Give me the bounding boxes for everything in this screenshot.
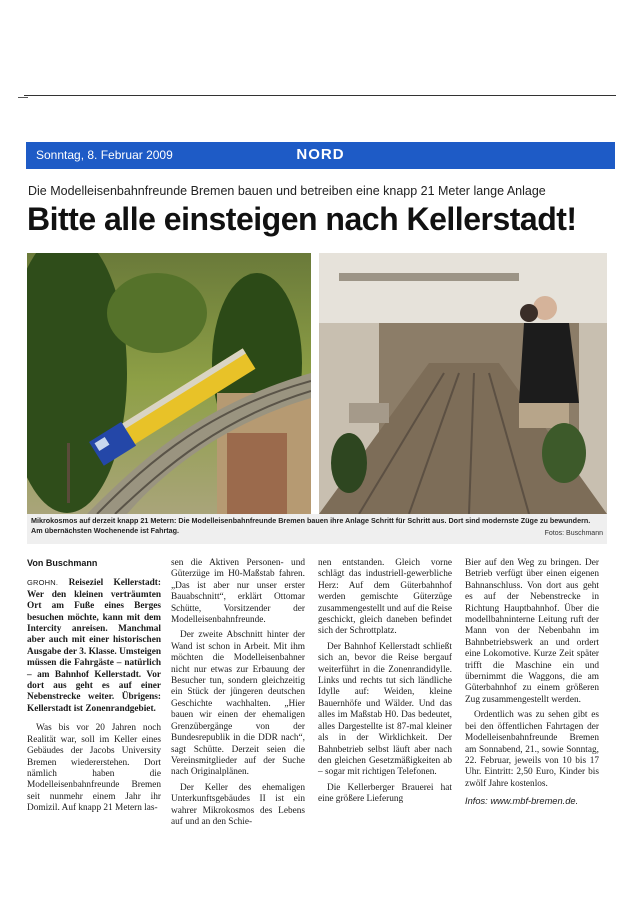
paragraph-1-text: Was bis vor 20 Jahren noch Realität war, soll im Keller eines Gebäudes der Jacobs University Bremen wiedererstehen. Dort nämlich haben die Modelleisenbahnfreunde Bremen seit nunmehr einem Jahr ihr Domizil. Auf knapp 21 Metern las- [27,723,161,814]
photo-layout-image [319,253,607,514]
paragraph-1 [27,723,161,814]
paragraph-2: Der zweite Abschnitt hinter der Wand ist schon in Arbeit. Mit ihm möchten die Modelleisenbahner nicht nur etwas zur Erbauung der Besucher tun, sondern gleichzeitig ein Stück der jüngeren deutschen Geschichte wachhalten. „Hier bauen wir einen der ehemaligen Grenzübergänge von der Bundesrepublik in die DDR nach“, sagt Schütte. Derzeit seien die Vereinsmitglieder auf der Suche nach Originalplänen. [171,630,305,778]
article-subhead: Die Modelleisenbahnfreunde Bremen bauen und betreiben eine knapp 21 Meter lange Anlage [28,184,546,198]
paragraph-1-continued-text: sen die Aktiven Personen- und Güterzüge im H0-Maßstab fahren. „Das ist aber nur unser erster Bauabschnitt“, erklärt Ottomar Schütte, Vorsitzender der Modelleisenbahnfreunde. [171,558,305,626]
paragraph-1-continued [171,558,305,626]
paragraph-3-continued [318,558,452,638]
top-rule [24,95,616,96]
paragraph-3 [171,783,305,829]
photo-credit: Fotos: Buschmann [544,530,603,537]
photo-layout [319,253,607,514]
lead-text: Reiseziel Kellerstadt: Wer den kleinen verträumten Ort am Fuße eines Berges besuchen möchte, kann mit dem Intercity anreisen. Manchmal aber auch mit einer historischen Ausgabe der 3. Klasse. Umsteigen müssen die Fahrgäste – natürlich – am Bahnhof Kellerstadt. Vor dort aus geht es auf einer Nebenstrecke weiter. Übrigens: Kellerstadt ist Zonenrandgebiet. [27,578,161,714]
paragraph-4: Der Bahnhof Kellerstadt schließt sich an, bevor die Reise bergauf weiterführt in die Zonenrandidylle. Links und rechts tut sich ländliche Idylle auf: Weiden, kleine Bauernhöfe und Wälder. Und das alles im Maßstab H0. Das bedeutet, alles Dargestellte ist 87-mal kleiner als in der Wirklichkeit. Der Bahnbetrieb selbst läuft aber nach den gleichen Gesetzmäßigkeiten ab – sogar mit richtigen Telefonen. [318,641,452,778]
article-column-1 [27,558,161,819]
dateline-place: GROHN. [27,578,59,588]
info-line [465,796,599,808]
lead-paragraph [27,577,161,715]
byline: Von Buschmann [27,558,98,568]
photo-train-image [27,253,311,514]
article-column-4 [465,558,599,813]
banner-section: NORD [296,146,345,163]
top-dash [18,97,28,98]
banner-date: Sonntag, 8. Februar 2009 [36,148,173,162]
paragraph-5-text: Die Kellerberger Brauerei hat eine größere Lieferung [318,782,452,805]
page-banner [26,142,615,169]
paragraph-5 [318,783,452,806]
paragraph-5-continued [465,558,599,706]
photo-train [27,253,311,514]
photo-caption: Mikrokosmos auf derzeit knapp 21 Metern: Die Modelleisenbahnfreunde Bremen bauen ihre Anlage Schritt für Schritt aus. Dort sind modernste Züge zu bewundern. Am übernächsten Wochenende ist Fahrtag. [31,516,591,535]
paragraph-3-continued-text: nen entstanden. Gleich vorne schlägt das industriell-gewerbliche Herz: Auf dem Güterbahnhof werden gemischte Güterzüge zusammengestellt und auf die Reise geschickt, gleich daneben befindet sich der Schrottplatz. [318,558,452,637]
paragraph-5-continued-text: Bier auf den Weg zu bringen. Der Betrieb verfügt über einen eigenen Bahnanschluss. Von dort aus geht es auf der Nebenstrecke in Richtung Hauptbahnhof. Über die modellbahninterne Leitung ruft der Mann von der Nebenbahn im Bahnbetriebswerk an und ordert eine Lokomotive. Kurze Zeit später trifft die Maschine ein und übernimmt die Waggons, die am Güterbahnhof zu einem größeren Zug zusammengestellt werden. [465,558,599,705]
paragraph-3-text: Der Keller des ehemaligen Unterkunftsgebäudes II ist ein wahrer Mikrokosmos des Lebens auf und an den Schie- [171,782,305,827]
article-column-3 [318,558,452,810]
paragraph-6: Ordentlich was zu sehen gibt es bei den öffentlichen Fahrtagen der Modelleisenbahnfreunde Bremen am Sonnabend, 21., sowie Sonntag, 22. Februar, jeweils von 10 bis 17 Uhr. Eintritt: 2,50 Euro, Kinder bis zwölf Jahre kostenlos. [465,710,599,789]
article-headline: Bitte alle einsteigen nach Kellerstadt! [27,201,577,237]
article-column-2 [171,558,305,832]
info-url: Infos: www.mbf-bremen.de. [465,796,579,807]
